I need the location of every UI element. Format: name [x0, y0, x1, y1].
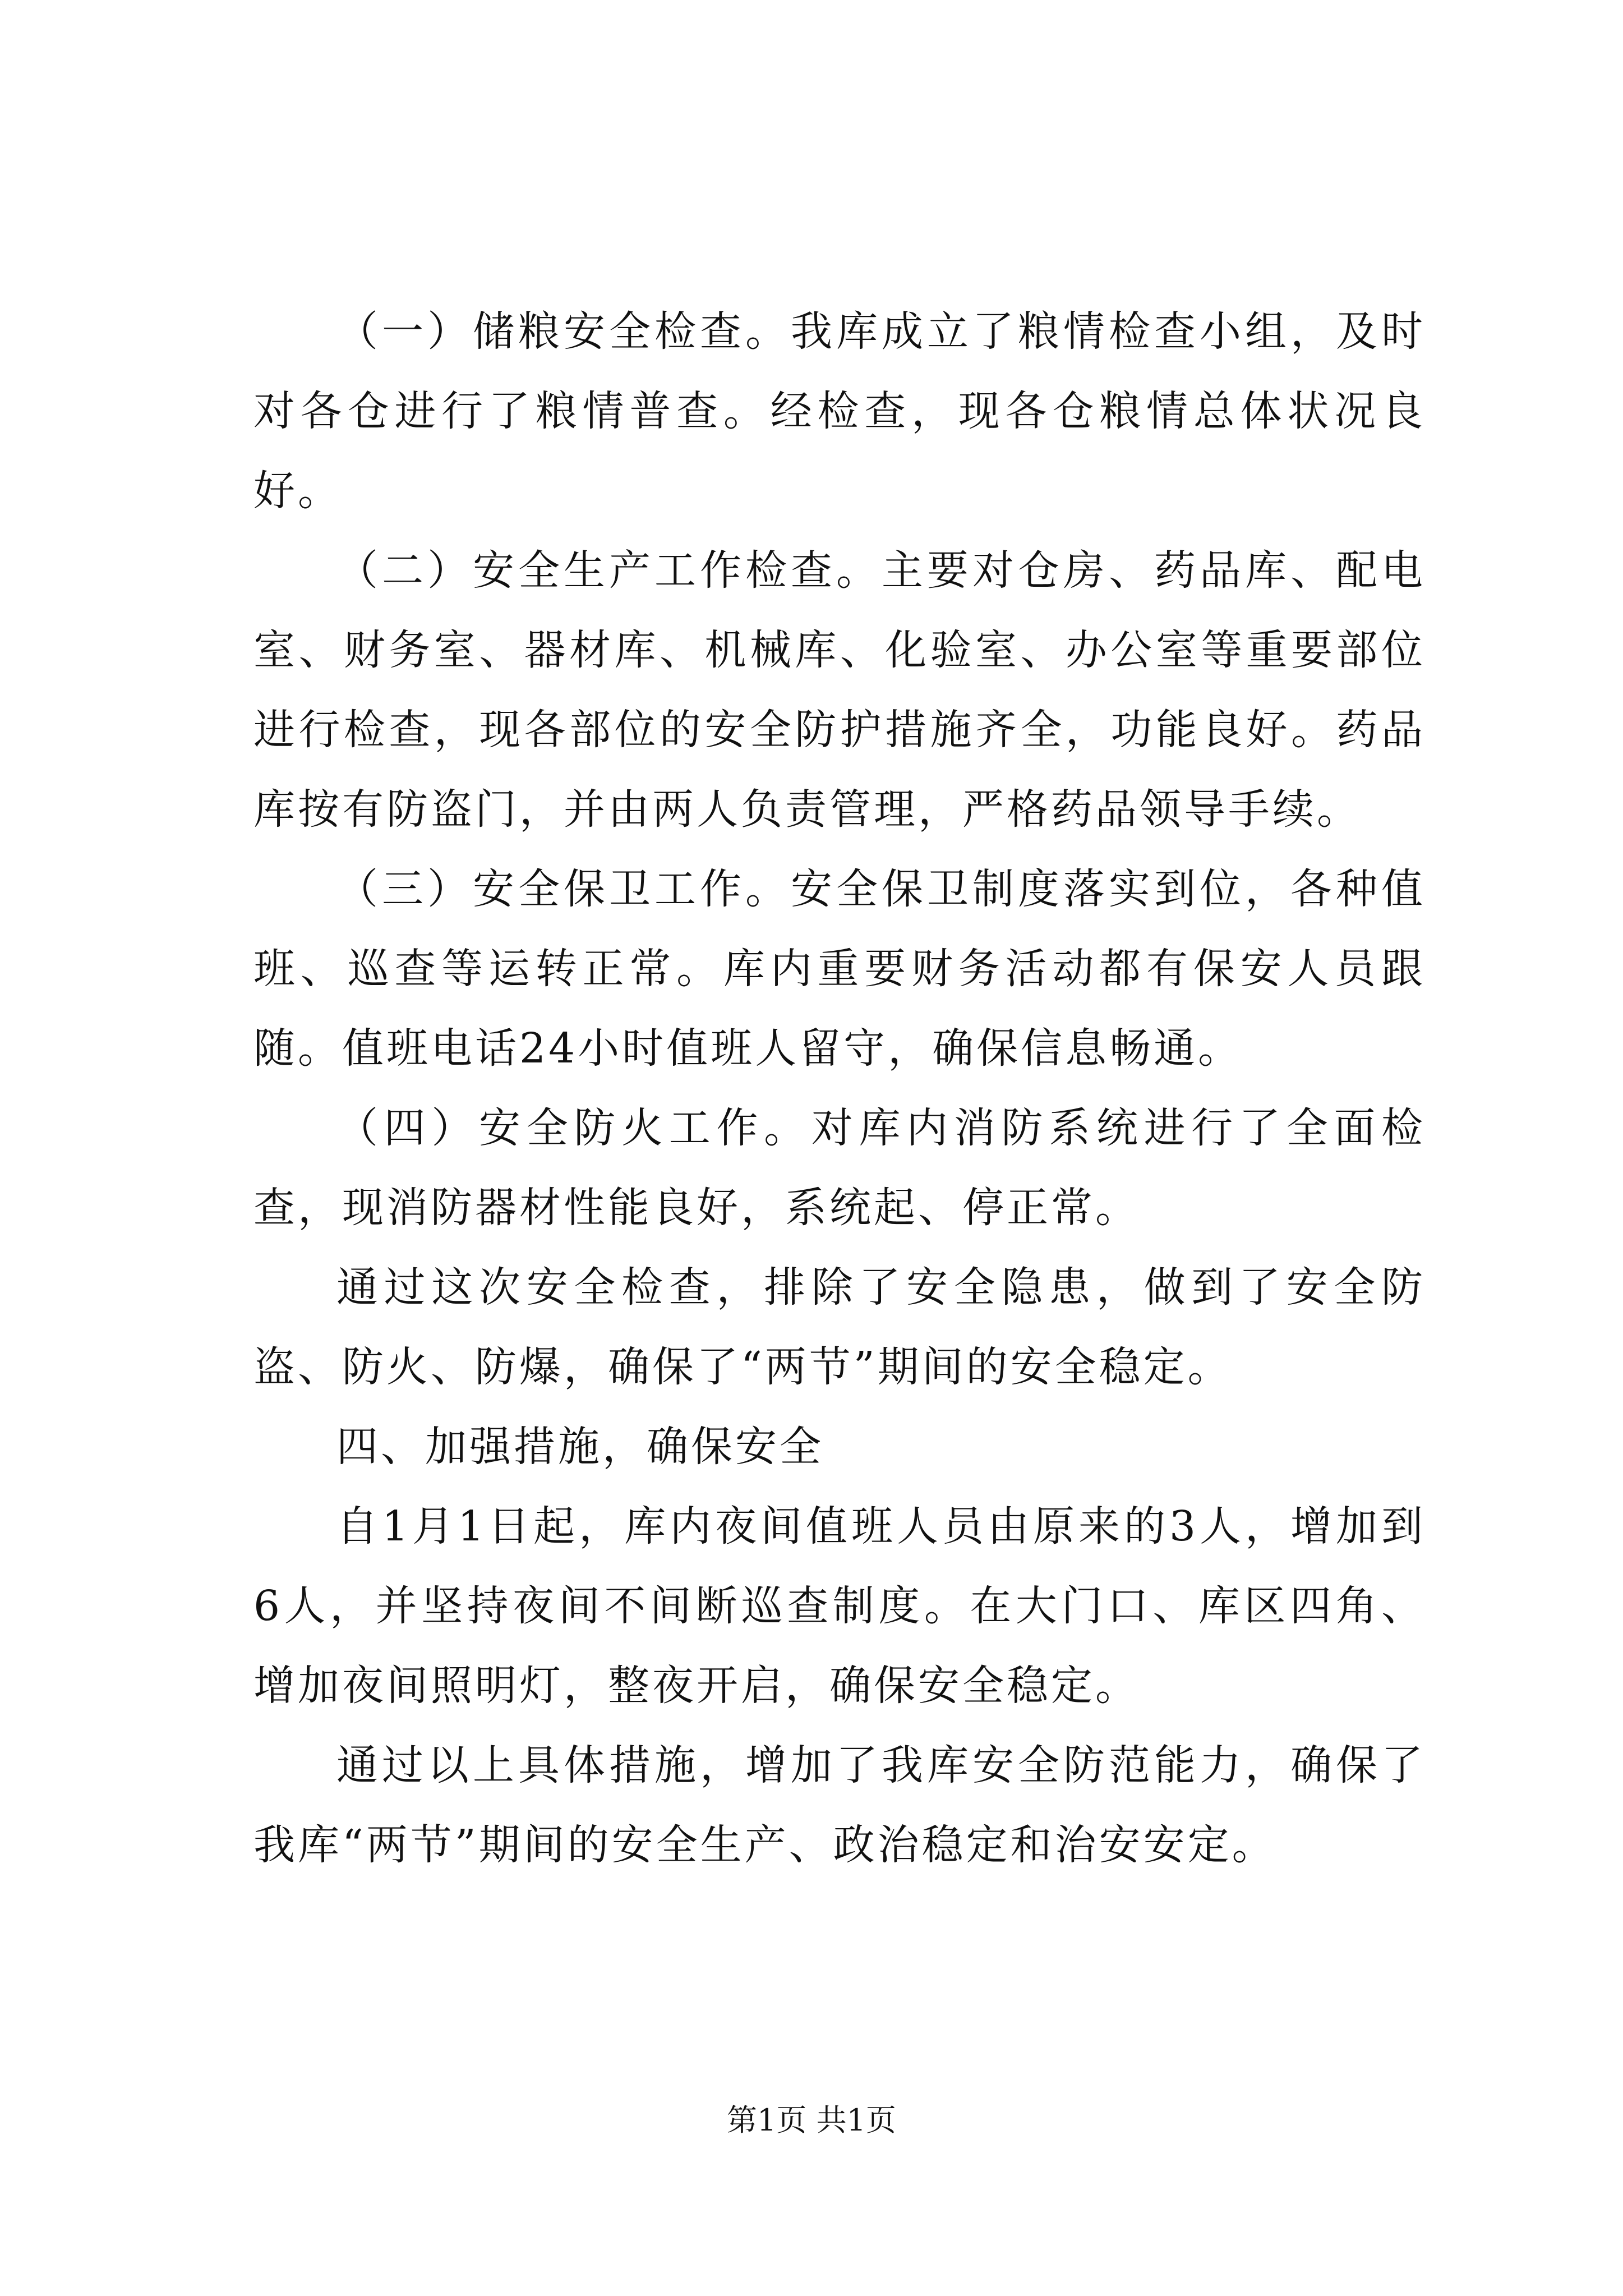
paragraph-security-work: （三）安全保卫工作。安全保卫制度落实到位，各种值班、巡查等运转正常。库内重要财务活动都有保安人员跟随。值班电话24小时值班人留守，确保信息畅通。 — [253, 865, 1426, 1073]
document-body — [253, 292, 1426, 1885]
page-number-footer: 第1页 共1页 — [727, 2102, 896, 2138]
section-heading-measures: 四、加强措施，确保安全 — [336, 1423, 824, 1471]
paragraph-fire-prevention: （四）安全防火工作。对库内消防系统进行了全面检查，现消防器材性能良好，系统起、停正常。 — [253, 1104, 1426, 1232]
paragraph-grain-storage-check: （一）储粮安全检查。我库成立了粮情检查小组，及时对各仓进行了粮情普查。经检查，现各仓粮情总体状况良好。 — [253, 307, 1426, 515]
paragraph-night-duty: 自1月1日起，库内夜间值班人员由原来的3人，增加到6人，并坚持夜间不间断巡查制度。在大门口、库区四角、增加夜间照明灯，整夜开启，确保安全稳定。 — [253, 1502, 1426, 1710]
paragraph-production-safety-check: （二）安全生产工作检查。主要对仓房、药品库、配电室、财务室、器材库、机械库、化验室、办公室等重要部位进行检查，现各部位的安全防护措施齐全，功能良好。药品库按有防盗门，并由两人负责管理，严格药品领导手续。 — [253, 546, 1426, 834]
paragraph-inspection-summary: 通过这次安全检查，排除了安全隐患，做到了安全防盗、防火、防爆，确保了“两节”期间的安全稳定。 — [253, 1263, 1426, 1391]
paragraph-conclusion: 通过以上具体措施，增加了我库安全防范能力，确保了我库“两节”期间的安全生产、政治稳定和治安安定。 — [253, 1741, 1426, 1869]
